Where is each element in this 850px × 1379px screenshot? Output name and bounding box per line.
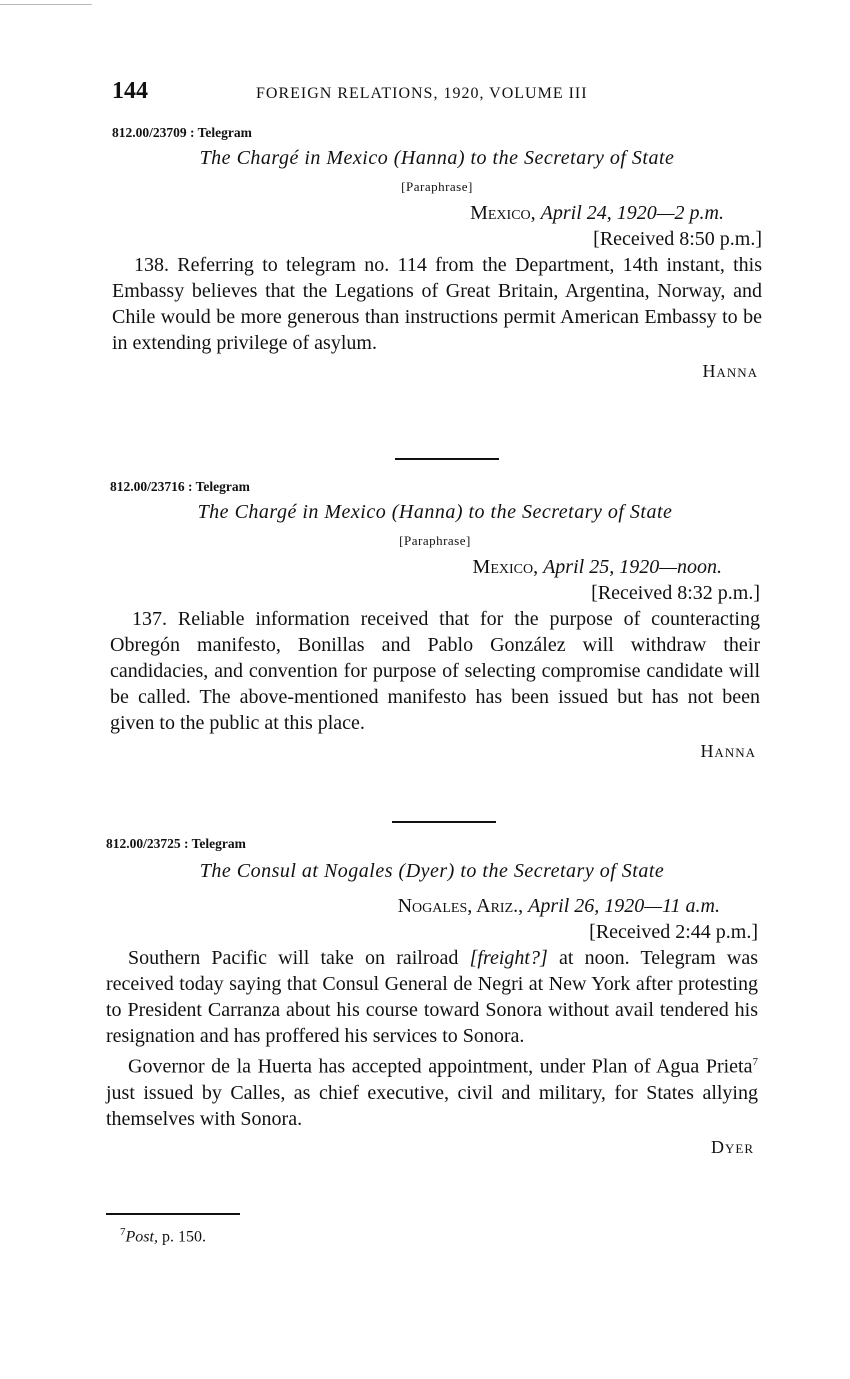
- dateline-place: Nogales, Ariz.,: [397, 895, 524, 917]
- footnote-text: p. 150.: [157, 1228, 206, 1246]
- received-time: [Received 2:44 p.m.]: [589, 921, 758, 943]
- body-paragraph: 137. Reliable information received that for the purpose of counteracting Obregón manifesto, Bonillas and Pablo González will withdraw their candidacies, and convention for purpose of selecting compromise candidate will be called. The above-mentioned manifesto has been issued but has not been given to the public at this place.: [110, 608, 760, 734]
- footnote-source: Post,: [125, 1228, 158, 1246]
- dateline: [112, 200, 762, 226]
- footnote-mark: 7: [120, 1226, 126, 1238]
- dateline-date: April 25, 1920—noon.: [543, 556, 722, 578]
- footnote: [120, 1226, 206, 1246]
- body-paragraph-1: [106, 945, 758, 1049]
- dateline-place: Mexico,: [472, 556, 539, 578]
- file-reference: 812.00/23725 : Telegram: [106, 836, 246, 851]
- body-paragraph: 138. Referring to telegram no. 114 from the Department, 14th instant, this Embassy believes that the Legations of Great Britain, Argentina, Norway, and Chile would be more generous than instructions permit American Embassy to be in extending privilege of asylum.: [112, 254, 762, 354]
- running-head: FOREIGN RELATIONS, 1920, VOLUME III: [256, 85, 588, 102]
- received-time: [Received 8:50 p.m.]: [593, 228, 762, 250]
- bracket-insertion: [freight?]: [469, 947, 548, 969]
- document-title: The Chargé in Mexico (Hanna) to the Secretary of State: [199, 147, 675, 169]
- dateline: [106, 893, 758, 919]
- signature: Hanna: [700, 741, 756, 761]
- body-paragraph-2: [106, 1049, 758, 1132]
- dateline-date: April 24, 1920—2 p.m.: [540, 202, 724, 224]
- para1-after: at noon. Telegram was received today saying that Consul General de Negri at New York after protesting to President Carranza about his course toward Sonora without avail tendered his resignation and has proffered his services to Sonora.: [106, 947, 758, 1047]
- para2-after: just issued by Calles, as chief executive, civil and military, for States allying themselves with Sonora.: [106, 1081, 758, 1130]
- document-title: The Consul at Nogales (Dyer) to the Secretary of State: [199, 860, 665, 882]
- footnote-rule: [106, 1213, 240, 1215]
- para2-before: Governor de la Huerta has accepted appointment, under Plan of Agua Prieta: [128, 1055, 753, 1078]
- document-2: [110, 478, 760, 766]
- dateline: [110, 554, 760, 580]
- page-number: 144: [112, 78, 148, 104]
- file-reference: 812.00/23709 : Telegram: [112, 125, 252, 140]
- para1-before: Southern Pacific will take on railroad: [128, 947, 470, 969]
- signature: Dyer: [711, 1136, 754, 1157]
- dateline-place: Mexico,: [470, 202, 536, 224]
- section-divider: [395, 458, 499, 460]
- file-reference: 812.00/23716 : Telegram: [110, 479, 250, 494]
- document-1: [112, 124, 762, 386]
- dateline-date: April 26, 1920—11 a.m.: [528, 895, 720, 917]
- footnote-reference[interactable]: 7: [752, 1056, 758, 1068]
- received-time: [Received 8:32 p.m.]: [591, 582, 760, 604]
- page-header: [112, 78, 762, 110]
- document-3: [106, 835, 758, 1162]
- signature: Hanna: [702, 361, 758, 381]
- section-divider: [392, 821, 496, 823]
- top-edge-rule: [0, 4, 92, 5]
- document-title: The Chargé in Mexico (Hanna) to the Secretary of State: [197, 501, 673, 523]
- paraphrase-note: [Paraphrase]: [399, 533, 471, 548]
- paraphrase-note: [Paraphrase]: [401, 179, 473, 194]
